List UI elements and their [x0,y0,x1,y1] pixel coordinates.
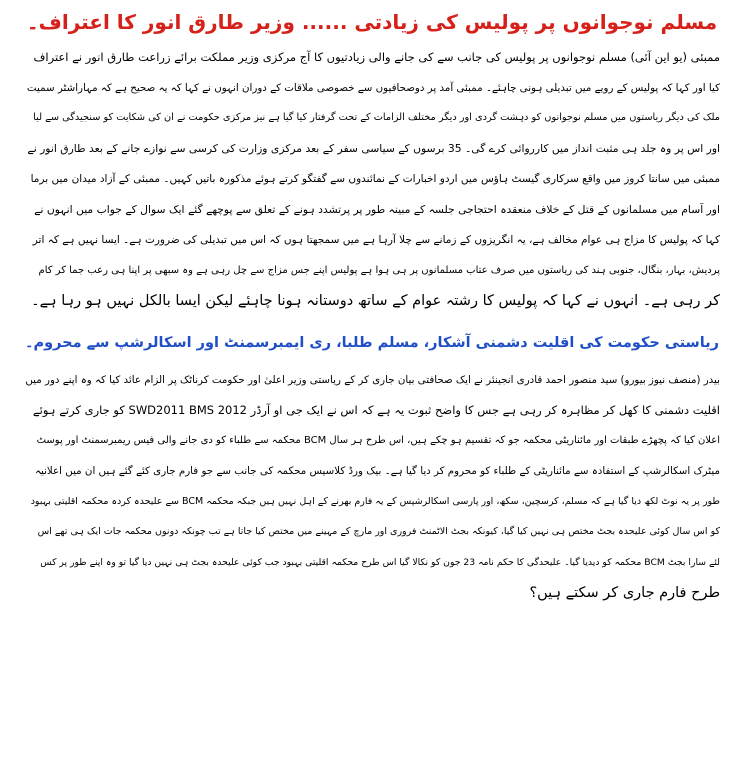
article2-line: طور پر یہ نوٹ لکھ دیا گیا ہے کہ مسلم، کرسچین، سکھ، اور پارسی اسکالرشپس کے یہ فارم بھرنے کے اہل نہیں ہیں جبکہ محکمہ BCM سے علیحدہ کردہ محکمہ اقلیتی بہبود [30,495,720,507]
article1-line: ممبئی (یو این آئی) مسلم نوجوانوں پر پولیس کی جانب سے کی جانے والی زیادتیوں کا آج مرکزی وزیر مملکت برائے زراعت طارق انور نے اعتراف [33,50,720,64]
article2-line: بیدر (منصف نیوز بیورو) سید منصور احمد قادری انجینئر نے ایک صحافتی بیان جاری کر کے ریاستی وزیر اعلیٰ اور حکومت کرناٹک پر الزام عائد کیا کہ وہ اپنے دور میں [25,373,720,386]
article1-line: کہا کہ پولیس کا مزاج ہی عوام مخالف ہے، یہ انگریزوں کے زمانے سے چلا آرہا ہے میں سمجھتا ہوں کہ اس میں تبدیلی کی ضرورت ہے۔ ایسا نہیں ہے کہ اتر [32,234,720,246]
article2-line: اعلان کیا کہ پچھڑے طبقات اور مائناریٹی محکمہ جو کہ تقسیم ہو چکے ہیں، اس طرح ہر سال BCM محکمہ سے طلباء کو دی جانے والی فیس ریمبرسمنٹ اور پوسٹ [36,434,720,446]
article2-line: طرح فارم جاری کر سکتے ہیں؟ [529,585,720,601]
article1-line: اور اس پر وہ جلد ہی مثبت انداز میں کارروائی کرے گی۔ 35 برسوں کے سیاسی سفر کے بعد مرکزی وزارت کی کرسی سے نوازے جانے کے بعد طارق انور نے [27,141,720,155]
article2-body [24,365,720,609]
article1-line: کر رہی ہے۔ انہوں نے کہا کہ پولیس کا رشتہ عوام کے ساتھ دوستانہ ہونا چاہئے لیکن ایسا بالکل نہیں ہو رہا ہے۔ [31,293,720,309]
article1-line: پردیش، بہار، بنگال، جنوبی ہند کی ریاستوں میں صرف عتاب مسلمانوں پر ہی ہوا ہے پولیس اپنے جس مزاج سے چل رہی ہے وہ سبھی پر اپنا ہی رعب جما کر کام [38,264,720,276]
article1-body [24,42,720,317]
article1-line: ممبئی میں سانتا کروز میں واقع سرکاری گیسٹ ہاؤس میں اردو اخبارات کے نمائندوں سے گفتگو کرتے ہوئے مذکورہ باتیں کہیں۔ ممبئی کے آزاد میدان میں برما [30,173,720,185]
article2-headline: ریاستی حکومت کی اقلیت دشمنی آشکار، مسلم طلبا، ری ایمبرسمنٹ اور اسکالرشپ سے محروم۔ [24,334,720,351]
article1-headline: مسلم نوجوانوں پر پولیس کی زیادتی ...... وزیر طارق انور کا اعتراف۔ [26,10,718,34]
article1-line: ملک کی دیگر ریاستوں میں مسلم نوجوانوں کو دہشت گردی اور دیگر مختلف الزامات کے تحت گرفتار کیا گیا ہے نیز مرکزی حکومت نے ان کی شکایت کو سنجیدگی سے لیا [33,112,720,123]
article2-line: میٹرک اسکالرشپ کے استفادہ سے مائناریٹی کے طلباء کو محروم کر دیا گیا ہے۔ بیک ورڈ کلاسیس محکمہ کی جانب سے جو فارم جاری کئے گئے ہیں ان میں اعلانیہ [34,465,720,477]
article1-line: کیا اور کہا کہ پولیس کے رویے میں تبدیلی ہونی چاہئے۔ ممبئی آمد پر دوصحافیوں سے خصوصی ملاقات کے دوران انہوں نے کہا کہ یہ صحیح ہے کہ مہاراشٹر سمیت [26,81,720,94]
article2-line: لئے سارا بجٹ BCM محکمہ کو دیدیا گیا۔ علیحدگی کا حکم نامہ 23 جون کو نکالا گیا اس طرح محکمہ اقلیتی بہبود جب کوئی علیحدہ بجٹ ہی نہیں دیا گیا تو وہ اپنے طور پر کس [40,556,720,568]
article1-line: اور آسام میں مسلمانوں کے قتل کے خلاف منعقدہ احتجاجی جلسہ کے مبینہ طور پر پرتشدد ہونے کے تعلق سے پوچھے گئے ایک سوال کے جواب میں انہوں نے [34,202,720,216]
article2-line: کو اس سال کوئی علیحدہ بجٹ مختص ہی نہیں کیا گیا، کیونکہ بجٹ الاٹمنٹ فروری اور مارچ کے مہینے میں مختص کیا جاتا ہے تب چونکہ دونوں محکمہ جات ایک ہی تھے اس [37,526,720,537]
article2-line: اقلیت دشمنی کا کھل کر مظاہرہ کر رہی ہے جس کا واضح ثبوت یہ ہے کہ اس نے ایک جی او آرڈر SWD2011 BMS 2012 کو جاری کرتے ہوئے [32,403,720,417]
